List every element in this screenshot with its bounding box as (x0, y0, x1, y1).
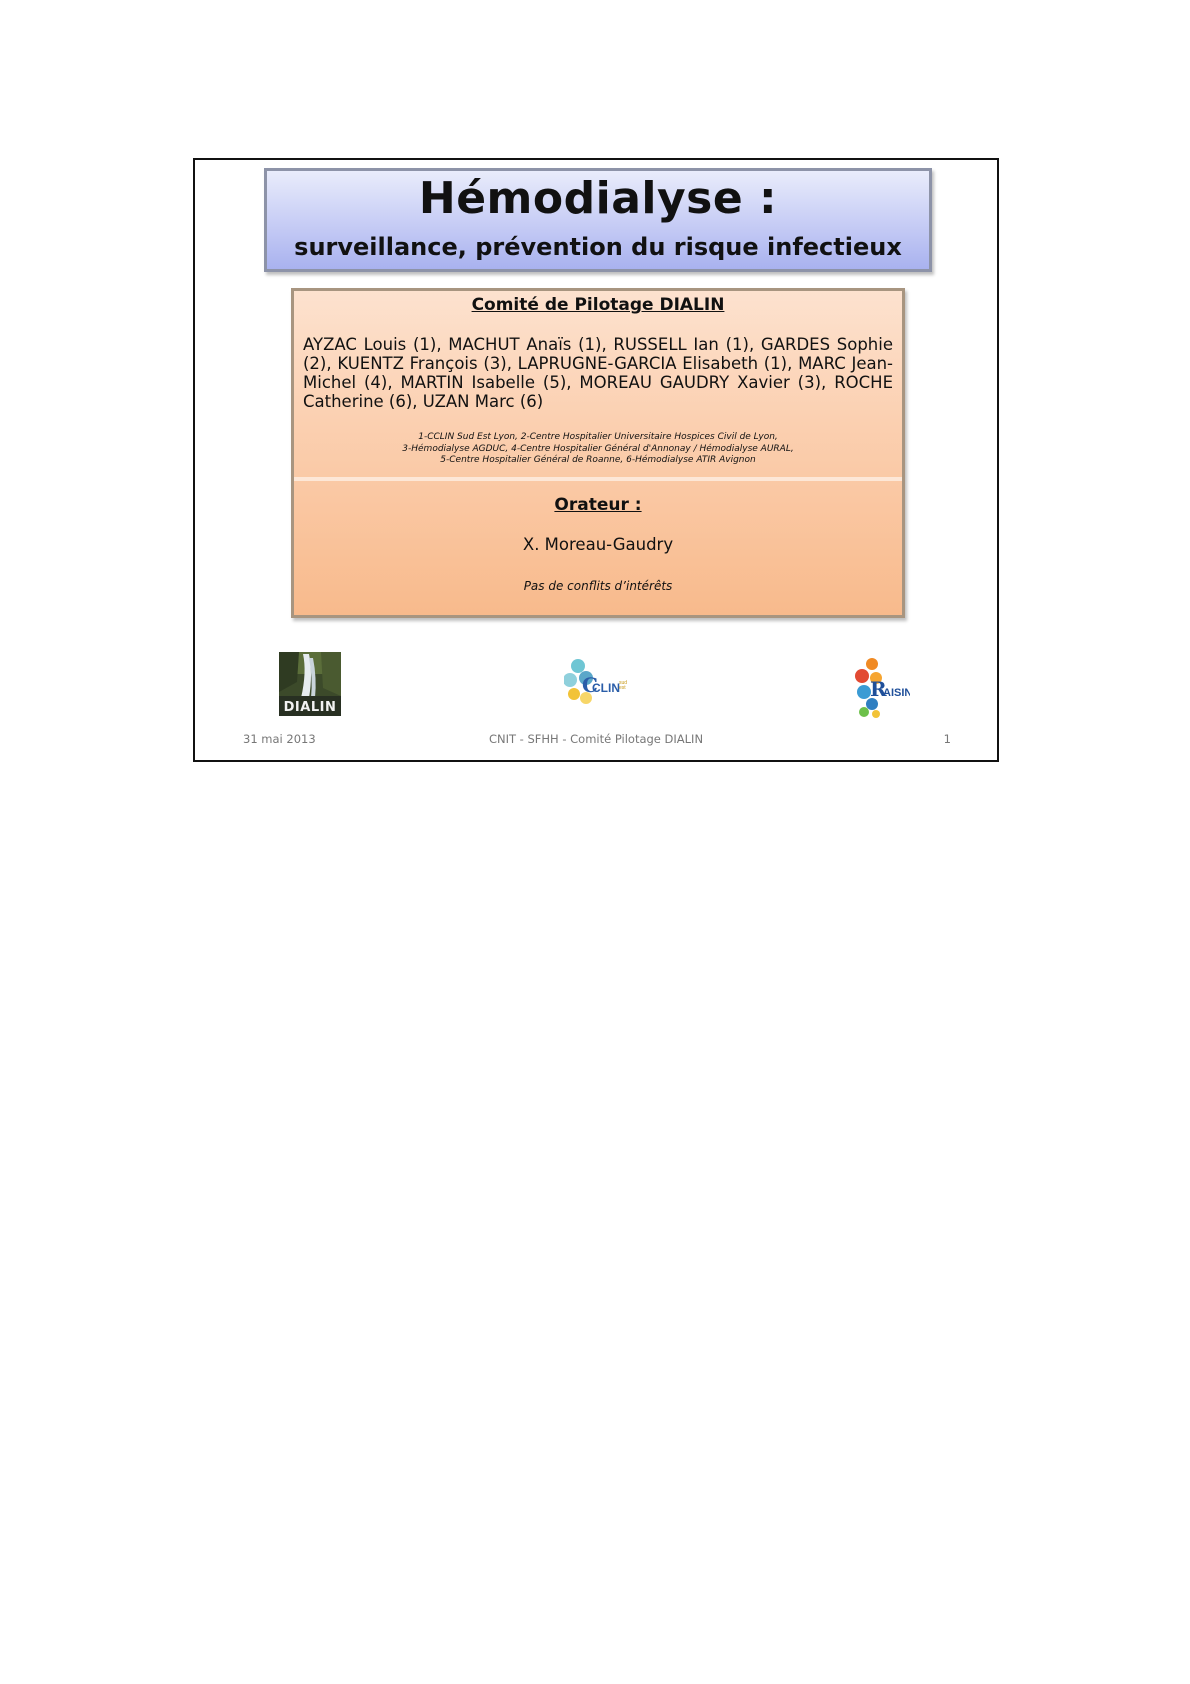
raisin-grape-icon (854, 656, 910, 720)
footer-date: 31 mai 2013 (243, 732, 316, 746)
svg-text:sud: sud (619, 680, 628, 686)
dialin-logo-text: DIALIN (283, 700, 337, 715)
speaker-title: Orateur : (554, 495, 642, 515)
svg-text:CLIN: CLIN (592, 681, 620, 695)
slide-title: Hémodialyse : (418, 173, 778, 224)
slide-subtitle: surveillance, prévention du risque infectieux (294, 233, 902, 261)
info-box (291, 288, 905, 618)
affiliations (294, 432, 902, 467)
cclin-logo (564, 658, 628, 710)
title-box (264, 168, 932, 272)
affiliation-line: 5-Centre Hospitalier Général de Roanne, 6-Hémodialyse ATIR Avignon (440, 455, 756, 465)
speaker-name: X. Moreau-Gaudry (522, 535, 674, 554)
cclin-flower-icon (564, 658, 628, 710)
authors-list: AYZAC Louis (1), MACHUT Anaïs (1), RUSSELL Ian (1), GARDES Sophie (2), KUENTZ François (3), LAPRUGNE-GARCIA Elisabeth (1), MARC Jean-Michel (4), MARTIN Isabelle (5), MOREAU GAUDRY Xavier (3), ROCHE Catherine (6), UZAN Marc (6) (303, 335, 893, 411)
svg-text:AISIN: AISIN (883, 687, 910, 699)
conflicts-note: Pas de conflits d’intérêts (523, 579, 673, 593)
footer-title: CNIT - SFHH - Comité Pilotage DIALIN (488, 732, 704, 746)
page-number: 1 (943, 732, 951, 746)
svg-text:est: est (619, 685, 626, 691)
affiliation-line: 1-CCLIN Sud Est Lyon, 2-Centre Hospitalier Universitaire Hospices Civil de Lyon, (418, 432, 778, 442)
svg-text:C: C (582, 673, 598, 697)
dialin-logo (279, 652, 341, 716)
affiliation-line: 3-Hémodialyse AGDUC, 4-Centre Hospitalier Général d'Annonay / Hémodialyse AURAL, (402, 443, 794, 454)
committee-title: Comité de Pilotage DIALIN (471, 295, 725, 315)
divider (294, 477, 902, 481)
raisin-logo (854, 656, 910, 720)
svg-text:R: R (870, 677, 887, 701)
slide (193, 158, 999, 762)
